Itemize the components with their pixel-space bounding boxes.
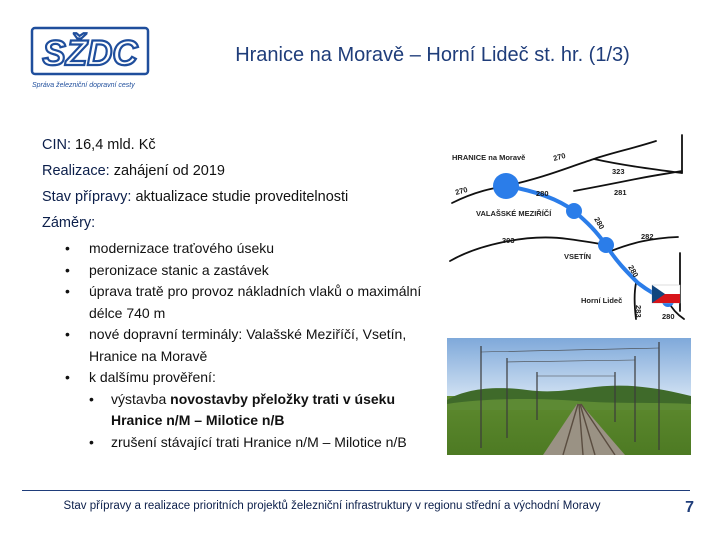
sub-list (89, 389, 442, 454)
footer-text: Stav přípravy a realizace prioritních projektů železniční infrastruktury v regionu střední a východní Moravy (63, 500, 601, 512)
cin-label: CIN: (42, 137, 71, 153)
cin-row (42, 132, 442, 158)
station-node-vsetin (598, 237, 614, 253)
station-label: VSETÍN (564, 252, 592, 261)
line-number-label: 303 (502, 236, 515, 245)
list-item: • peronizace stanic a zastávek (42, 260, 442, 282)
footer-divider (22, 490, 690, 491)
realizace-value: zahájení od 2019 (113, 163, 225, 179)
realizace-label: Realizace: (42, 163, 110, 179)
realizace-row (42, 158, 442, 184)
list-item: • úprava tratě pro provoz nákladních vlaků o maximální délce 740 m (42, 281, 442, 324)
station-label: Horní Lideč (581, 296, 623, 305)
logo-text: SŽDC (42, 34, 138, 73)
zamery-label: Záměry: (42, 215, 96, 231)
zamery-row (42, 210, 442, 236)
stav-value: aktualizace studie proveditelnosti (135, 189, 349, 205)
list-item: • modernizace traťového úseku (42, 238, 442, 260)
szdc-logo (28, 24, 154, 92)
route-map (446, 133, 690, 333)
list-item-proverit (42, 367, 442, 453)
stav-row (42, 184, 442, 210)
line-number-label: 280 (626, 263, 641, 279)
list-item-label: k dalšímu prověření: (89, 369, 216, 385)
line-number-label: 270 (552, 150, 567, 163)
railway-photo (447, 338, 691, 455)
line-number-label: 323 (612, 167, 625, 176)
page-number: 7 (685, 499, 694, 516)
sub-item-bold: novostavby přeložky trati v úseku Hranice n/M – Milotice n/B (111, 390, 395, 428)
sub-list-item (89, 389, 442, 432)
czech-flag-icon (652, 285, 680, 303)
line-323 (594, 159, 682, 173)
sub-item-prefix: výstavba (111, 390, 171, 407)
station-node-hranice (493, 173, 519, 199)
cin-value: 16,4 mld. Kč (75, 137, 156, 153)
slide-title: Hranice na Moravě – Horní Lideč st. hr. (1/3) (235, 44, 630, 66)
project-route-line (506, 186, 668, 301)
line-number-label: 280 (662, 312, 675, 321)
sub-list-item: • zrušení stávající trati Hranice n/M – Milotice n/B (89, 432, 442, 454)
line-number-label: 281 (614, 188, 627, 197)
line-281 (574, 171, 682, 191)
station-node-valasske (566, 203, 582, 219)
logo-subtitle: Správa železniční dopravní cesty (32, 82, 135, 89)
line-number-label: 280 (592, 215, 607, 231)
station-label: VALAŠSKÉ MEZIŘÍČÍ (476, 209, 552, 218)
line-number-label: 270 (454, 184, 469, 197)
project-info (42, 132, 442, 453)
zamery-list (42, 238, 442, 453)
list-item: • nové dopravní terminály: Valašské Meziříčí, Vsetín, Hranice na Moravě (42, 324, 442, 367)
station-label: HRANICE na Moravě (452, 153, 526, 162)
line-number-label: 282 (641, 232, 654, 241)
line-number-label: 283 (634, 305, 643, 318)
line-number-label: 280 (536, 189, 549, 198)
stav-label: Stav přípravy: (42, 189, 132, 205)
